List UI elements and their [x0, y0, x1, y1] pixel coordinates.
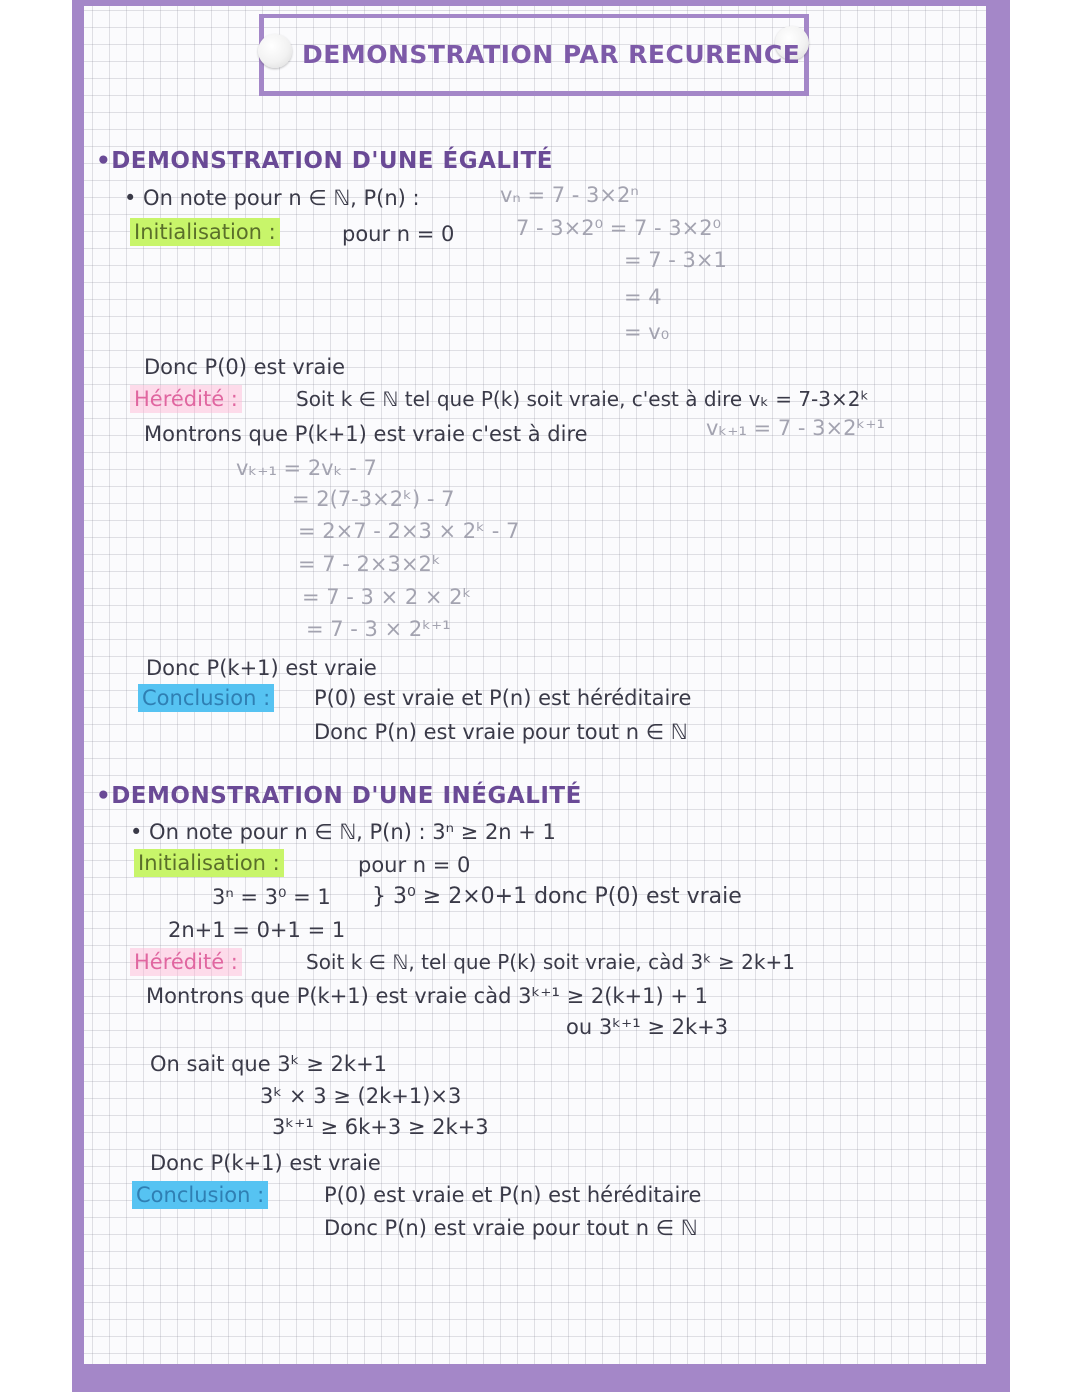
inegalite-ou: ou 3ᵏ⁺¹ ≥ 2k+3 — [566, 1015, 729, 1039]
inegalite-montrons: Montrons que P(k+1) est vraie càd 3ᵏ⁺¹ ≥ 2(k+1) + 1 — [146, 984, 709, 1008]
egalite-init-text: pour n = 0 — [342, 222, 455, 246]
egalite-step-3: = 2×7 - 2×3 × 2ᵏ - 7 — [298, 519, 520, 543]
egalite-hered-label: Hérédité : — [130, 385, 242, 413]
inegalite-concl-1: P(0) est vraie et P(n) est héréditaire — [324, 1183, 702, 1207]
inegalite-brace-text: } 3⁰ ≥ 2×0+1 donc P(0) est vraie — [372, 884, 742, 909]
heading-egalite: •DEMONSTRATION D'UNE ÉGALITÉ — [96, 148, 554, 174]
inegalite-init-row — [134, 853, 284, 874]
egalite-concl-1: P(0) est vraie et P(n) est héréditaire — [314, 686, 692, 710]
egalite-montrons: Montrons que P(k+1) est vraie c'est à dire — [144, 422, 588, 446]
inegalite-init-text: pour n = 0 — [358, 853, 471, 877]
heading-inegalite: •DEMONSTRATION D'UNE INÉGALITÉ — [96, 783, 582, 809]
egalite-step-5: = 7 - 3 × 2 × 2ᵏ — [302, 585, 472, 609]
egalite-donc-p0: Donc P(0) est vraie — [144, 355, 346, 379]
egalite-step-1: vₖ₊₁ = 2vₖ - 7 — [236, 456, 377, 480]
inegalite-hered-row — [130, 952, 242, 973]
egalite-concl-2: Donc P(n) est vraie pour tout n ∈ ℕ — [314, 720, 688, 744]
egalite-concl-row — [138, 688, 274, 709]
inegalite-hered-text: Soit k ∈ ℕ, tel que P(k) soit vraie, càd 3ᵏ ≥ 2k+1 — [306, 950, 795, 974]
inegalite-init-label: Initialisation : — [134, 849, 284, 877]
egalite-calc-2: = 7 - 3×1 — [624, 248, 727, 272]
egalite-calc-1: 7 - 3×2⁰ = 7 - 3×2⁰ — [516, 216, 721, 240]
egalite-donc-pk1: Donc P(k+1) est vraie — [146, 656, 377, 680]
inegalite-hered-label: Hérédité : — [130, 948, 242, 976]
inegalite-line-2: 2n+1 = 0+1 = 1 — [168, 918, 346, 942]
egalite-montrons-formula: vₖ₊₁ = 7 - 3×2ᵏ⁺¹ — [706, 416, 885, 440]
egalite-step-4: = 7 - 2×3×2ᵏ — [298, 552, 441, 576]
page-title: DEMONSTRATION PAR RECURENCE — [302, 40, 801, 69]
egalite-hered-row — [130, 389, 242, 410]
egalite-step-2: = 2(7-3×2ᵏ) - 7 — [292, 487, 455, 511]
inegalite-step-1: 3ᵏ × 3 ≥ (2k+1)×3 — [260, 1084, 462, 1108]
egalite-calc-3: = 4 — [624, 285, 662, 309]
inegalite-step-2: 3ᵏ⁺¹ ≥ 6k+3 ≥ 2k+3 — [272, 1115, 489, 1139]
pin-left-icon — [258, 34, 292, 68]
inegalite-concl-2: Donc P(n) est vraie pour tout n ∈ ℕ — [324, 1216, 698, 1240]
egalite-init-label: Initialisation : — [130, 218, 280, 246]
inegalite-concl-row — [132, 1185, 268, 1206]
inegalite-note: • On note pour n ∈ ℕ, P(n) : 3ⁿ ≥ 2n + 1 — [130, 820, 556, 844]
inegalite-on-sait: On sait que 3ᵏ ≥ 2k+1 — [150, 1052, 388, 1076]
inegalite-concl-label: Conclusion : — [132, 1181, 268, 1209]
inegalite-line-1: 3ⁿ = 3⁰ = 1 — [212, 885, 331, 909]
egalite-hered-text: Soit k ∈ ℕ tel que P(k) soit vraie, c'est à dire vₖ = 7-3×2ᵏ — [296, 387, 869, 411]
egalite-step-6: = 7 - 3 × 2ᵏ⁺¹ — [306, 617, 451, 641]
egalite-note-formula: vₙ = 7 - 3×2ⁿ — [500, 183, 639, 207]
egalite-note: • On note pour n ∈ ℕ, P(n) : — [124, 186, 420, 210]
egalite-init-row — [130, 222, 280, 243]
egalite-concl-label: Conclusion : — [138, 684, 274, 712]
inegalite-donc-pk1: Donc P(k+1) est vraie — [150, 1151, 381, 1175]
egalite-calc-4: = v₀ — [624, 320, 670, 344]
